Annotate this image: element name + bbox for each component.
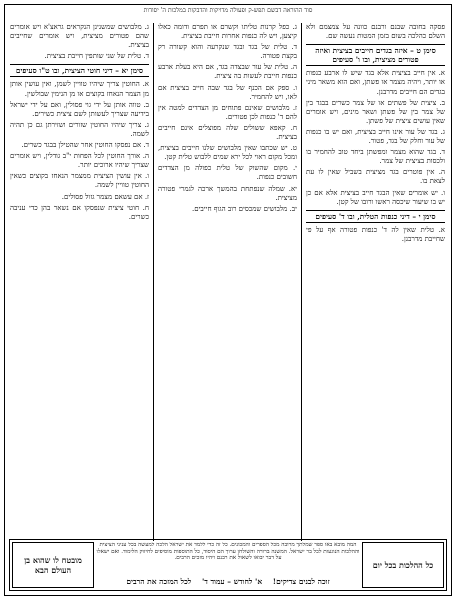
paragraph: ה. אין פוטרים בגד מציצית בשביל שאין לו עת לצאת בו. (306, 168, 445, 186)
footer-text: המה מובא באו ספר שמלתך מרובה מכל הספרים והמכונים. כל זה כדי ללמד את ישראל הלכה למעשה בכל עניני הציצית וההלכות הנוגעות לכל בר ישראל. המשנה ברורה והשולחן ערוך הם היסוד, כל התוספות מוסיפים לחיזוק הלימוד. ואם ישאלו על דבר יבואו לשאול את רבנם ויהיו מזכים הרבים. (96, 542, 360, 562)
paragraph: יב. מלבושים שמכסים רוב הגוף חייבים. (192, 204, 297, 213)
paragraph: א. אין חייב בציצית אלא בגד שיש לו ארבע כנפות או יותר, ויהיה מצמר או פשתן, ואם הוא משאר מיני בגדים הם חייבים מדרבנן. (306, 69, 445, 96)
intro-paragraph: פסקה בחובה שבנם ורבנם כוונה על צמצמם ולא השלם כהלכה בשום בזמן המטות נעשה שם. (306, 23, 445, 41)
section-title: סימן ט – איזה בגדים חייבים בציצית ואיזה פטורים מציצית, ובו ו' סעיפים (306, 44, 445, 66)
paragraph: ד. בגד שהוא מצמר ומפשתן ביחד טוב להחמיר בו ולכסות בציצית של צמר. (306, 148, 445, 166)
paragraph: ד. טלית של שני שותפין חייבת בציצית. (44, 52, 149, 61)
paragraph: ז. אם עשאם מצמר גזול פסולים. (61, 192, 149, 201)
paragraph: ח. חוטי ציצית שנפסקו אם נשאר בהן כדי עניבה כשרים. (10, 203, 149, 221)
section-title: סימן יא – דיני חוטי הציצית, ובו ט"ו סעיפים (10, 64, 149, 77)
column-divider (153, 23, 154, 541)
logo-right-text: כל ההלכות בכל יום (372, 560, 434, 570)
paragraph: י. מקום שהשוק של טלית כפולה מן הצדדים חשובים כנפות. (158, 164, 297, 182)
page (4, 4, 452, 596)
column-divider (301, 23, 302, 541)
column-left (10, 23, 149, 541)
footer-bar-middle: א' לחודש – עמוד ד' (201, 577, 263, 586)
paragraph: ג. מלבושים שמשנינן הנקראים גראצ'א ויש אומרים שהם פטורים מציצית, ויש אומרים שחייבים בציצית. (10, 23, 149, 50)
footer-bar-left: לכל המזכה את הרבים (126, 577, 192, 586)
paragraph: יא. שמלה שנפתחת בהמשך ארכה לגמרי פטורה מציצית. (158, 184, 297, 202)
footer-bar-right: זוכה לבנים צדיקים! (272, 577, 330, 586)
paragraph: ג. כפל קרנות טליתו וקשרם או תפרם ודומה כאלו קיצען, ויש לה כנפות אחרות חייבת בציצית. (158, 23, 297, 41)
column-middle (158, 23, 297, 541)
paragraph: ג. בגד של עור אינו חייב בציצית, ואם יש בו כנפות של עור וחלק של בגד, פטור. (306, 127, 445, 146)
paragraph: ז. מלבושים שאינם פתוחים מן הצדדים למטה אין להם ד' כנפות לכן פטורים. (158, 103, 297, 121)
section-title: סימן י – דיני כנפות הטלית, ובו ד' סעיפים (306, 210, 445, 223)
column-right (306, 23, 445, 541)
paragraph: ב. ציצית של פשתים או של צמר כשרים בבגד בין של צמר בין של פשתן ושאר מינים, ויש אומרים שאין עושים ציצית של פשתן. (306, 98, 445, 125)
footer-bar (96, 576, 360, 588)
paragraph: ו. יש אומרים שאין הבגד חייב בציצית אלא אם כן יש בו שיעור שיכסה ראשו ורובו של קטן. (306, 188, 445, 206)
paragraph: ו. אין עושין הציצית ממצמר הנאחז בקוצים כשאין החוטין טוויין לשמה. (10, 172, 149, 190)
paragraph: ו. ספק אם הכנף של בגד שבה חייב בציצית אם לאו, ויש להחמיר. (158, 83, 297, 101)
logo-left (12, 542, 94, 588)
logo-left-text: מובטח לו שהוא בן העולם הבא (24, 555, 82, 575)
paragraph: ה. טלית של עור שבצדה בגד, אם היא בעלת ארבע כנפות חייבת לעשות בה ציצית. (158, 63, 297, 81)
paragraph: א. החוטין צריך שיהיו טוויין לשמן, ואין עושין אותן מן הצמר הנאחז בקוצים או מן הנימין שבולשין. (10, 80, 149, 98)
logo-right (362, 542, 444, 588)
paragraph: ד. אם נפסקו החוטין אחר שהטילן בבגד כשרים. (21, 141, 149, 150)
paragraph: ב. טווה אותן על ידי גוי פסולין, ואם על ידי ישראל בידיעה שצריך לעשותן לשם ציצית כשירים. (10, 100, 149, 118)
paragraph: ה. אורך החוטין לכל הפחות י"ב גודלין, ויש אומרים שצריך שיהיו ארוכים יותר. (10, 152, 149, 170)
paragraph: ג. צריך שיהיו החוטין שזורים ושזירתן גם כן תהיה לשמה. (10, 120, 149, 138)
paragraph: ח. קאפא ששולים שלה מפוצלים אינם חייבים בציצית. (158, 123, 297, 142)
paragraph: ט. יש שכתבו שאין מלבושים שלנו חייבים בציצית, ומכל מקום ראוי לכל ירא שמים ללבוש טלית קטן. (158, 144, 297, 162)
paragraph: ד. טלית של בגד ובגד שנקרעה והוא קשורה רק בקצת פטורה. (158, 43, 297, 61)
paragraph: א. טלית שאין לה ד' כנפות פטורה אף על פי שחייבת מדרבנן. (306, 225, 445, 243)
header-note: סוד ההוראה דבשם תפש‑ק ופעולה מדויקות והדבקות במלכות ה' יסודות (143, 7, 313, 14)
footer (9, 539, 447, 591)
